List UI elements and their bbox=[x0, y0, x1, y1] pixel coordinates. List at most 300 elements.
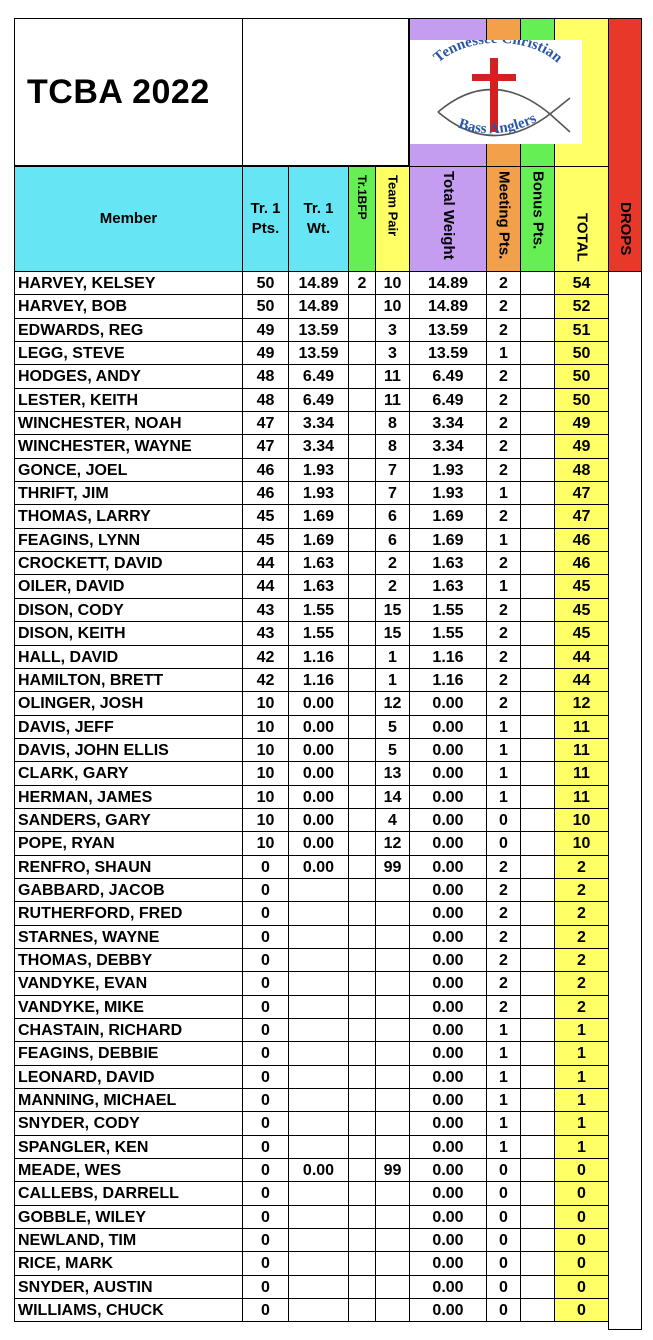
tr1-pts-cell: 0 bbox=[242, 972, 288, 995]
member-name-cell: RENFRO, SHAUN bbox=[14, 856, 242, 879]
meeting-pts-cell: 0 bbox=[486, 1299, 520, 1322]
total-weight-cell: 0.00 bbox=[409, 1159, 486, 1182]
bonus-pts-cell bbox=[520, 926, 554, 949]
tr1-wt-cell: 0.00 bbox=[288, 856, 348, 879]
bonus-pts-cell bbox=[520, 1252, 554, 1275]
tr1-pts-cell: 0 bbox=[242, 879, 288, 902]
bonus-pts-cell bbox=[520, 412, 554, 435]
table-row bbox=[14, 1019, 622, 1042]
bonus-pts-cell bbox=[520, 1182, 554, 1205]
tr1-pts-cell: 0 bbox=[242, 949, 288, 972]
tr1-bfp-cell bbox=[348, 552, 375, 575]
tr1-wt-cell bbox=[288, 1206, 348, 1229]
table-row bbox=[14, 1182, 622, 1205]
member-name-cell: CROCKETT, DAVID bbox=[14, 552, 242, 575]
member-name-cell: STARNES, WAYNE bbox=[14, 926, 242, 949]
tr1-bfp-cell bbox=[348, 1112, 375, 1135]
total-weight-cell: 3.34 bbox=[409, 435, 486, 458]
bonus-pts-cell bbox=[520, 879, 554, 902]
total-cell: 50 bbox=[554, 342, 608, 365]
tr1-pts-cell: 43 bbox=[242, 622, 288, 645]
total-cell: 11 bbox=[554, 739, 608, 762]
table-row bbox=[14, 646, 622, 669]
tr1-bfp-cell bbox=[348, 1299, 375, 1322]
meeting-pts-cell: 0 bbox=[486, 1276, 520, 1299]
tr1-bfp-cell bbox=[348, 762, 375, 785]
total-cell: 11 bbox=[554, 786, 608, 809]
team-pair-cell bbox=[375, 1136, 409, 1159]
team-pair-cell: 2 bbox=[375, 552, 409, 575]
header-tr1-bfp: Tr.1BFP bbox=[348, 166, 375, 272]
svg-text:Tennessee Christian bbox=[431, 40, 566, 67]
meeting-pts-cell: 0 bbox=[486, 1182, 520, 1205]
team-pair-cell bbox=[375, 1299, 409, 1322]
tr1-bfp-cell bbox=[348, 879, 375, 902]
total-cell: 2 bbox=[554, 972, 608, 995]
tr1-pts-cell: 0 bbox=[242, 1182, 288, 1205]
total-cell: 12 bbox=[554, 692, 608, 715]
total-weight-cell: 0.00 bbox=[409, 996, 486, 1019]
tr1-pts-cell: 0 bbox=[242, 1136, 288, 1159]
tr1-wt-cell: 0.00 bbox=[288, 1159, 348, 1182]
total-cell: 44 bbox=[554, 669, 608, 692]
total-weight-cell: 0.00 bbox=[409, 1042, 486, 1065]
tr1-bfp-cell bbox=[348, 435, 375, 458]
table-row bbox=[14, 459, 622, 482]
meeting-pts-cell: 0 bbox=[486, 832, 520, 855]
tr1-wt-cell bbox=[288, 1112, 348, 1135]
table-row bbox=[14, 482, 622, 505]
table-row bbox=[14, 1136, 622, 1159]
total-cell: 45 bbox=[554, 599, 608, 622]
club-logo bbox=[410, 40, 582, 144]
tr1-wt-cell bbox=[288, 1066, 348, 1089]
tr1-wt-cell: 1.93 bbox=[288, 459, 348, 482]
meeting-pts-cell: 1 bbox=[486, 1089, 520, 1112]
bonus-pts-cell bbox=[520, 319, 554, 342]
meeting-pts-cell: 0 bbox=[486, 1252, 520, 1275]
total-cell: 49 bbox=[554, 435, 608, 458]
member-name-cell: HAMILTON, BRETT bbox=[14, 669, 242, 692]
total-weight-cell: 0.00 bbox=[409, 809, 486, 832]
tr1-wt-cell: 0.00 bbox=[288, 739, 348, 762]
member-name-cell: WINCHESTER, NOAH bbox=[14, 412, 242, 435]
tr1-wt-cell: 0.00 bbox=[288, 762, 348, 785]
member-name-cell: GOBBLE, WILEY bbox=[14, 1206, 242, 1229]
header-tr1-pts: Tr. 1 Pts. bbox=[242, 166, 288, 272]
tr1-wt-cell bbox=[288, 972, 348, 995]
tr1-pts-cell: 10 bbox=[242, 739, 288, 762]
table-row bbox=[14, 1042, 622, 1065]
page-title: TCBA 2022 bbox=[27, 72, 210, 111]
tr1-pts-cell: 0 bbox=[242, 1206, 288, 1229]
meeting-pts-cell: 2 bbox=[486, 972, 520, 995]
tr1-wt-cell bbox=[288, 949, 348, 972]
member-name-cell: LEONARD, DAVID bbox=[14, 1066, 242, 1089]
total-cell: 2 bbox=[554, 856, 608, 879]
cross-fish-icon bbox=[410, 40, 582, 144]
total-cell: 2 bbox=[554, 902, 608, 925]
table-row bbox=[14, 926, 622, 949]
team-pair-cell bbox=[375, 926, 409, 949]
bonus-pts-cell bbox=[520, 459, 554, 482]
table-row bbox=[14, 786, 622, 809]
total-cell: 0 bbox=[554, 1276, 608, 1299]
team-pair-cell: 3 bbox=[375, 342, 409, 365]
table-row bbox=[14, 1112, 622, 1135]
tr1-bfp-cell bbox=[348, 622, 375, 645]
tr1-bfp-cell bbox=[348, 529, 375, 552]
member-name-cell: HALL, DAVID bbox=[14, 646, 242, 669]
meeting-pts-cell: 1 bbox=[486, 1136, 520, 1159]
bonus-pts-cell bbox=[520, 1066, 554, 1089]
team-pair-cell: 8 bbox=[375, 435, 409, 458]
team-pair-cell: 7 bbox=[375, 459, 409, 482]
table-row bbox=[14, 669, 622, 692]
total-weight-cell: 13.59 bbox=[409, 319, 486, 342]
table-row bbox=[14, 1089, 622, 1112]
bonus-pts-cell bbox=[520, 622, 554, 645]
tr1-pts-cell: 50 bbox=[242, 272, 288, 295]
bonus-pts-cell bbox=[520, 575, 554, 598]
tr1-wt-cell bbox=[288, 1299, 348, 1322]
tr1-pts-cell: 47 bbox=[242, 435, 288, 458]
table-row bbox=[14, 762, 622, 785]
tr1-bfp-cell bbox=[348, 482, 375, 505]
team-pair-cell bbox=[375, 996, 409, 1019]
tr1-bfp-cell bbox=[348, 365, 375, 388]
member-name-cell: OILER, DAVID bbox=[14, 575, 242, 598]
meeting-pts-cell: 1 bbox=[486, 482, 520, 505]
total-weight-cell: 1.16 bbox=[409, 669, 486, 692]
tr1-bfp-cell bbox=[348, 295, 375, 318]
tr1-bfp-cell bbox=[348, 1159, 375, 1182]
table-row bbox=[14, 879, 622, 902]
tr1-pts-cell: 48 bbox=[242, 365, 288, 388]
tr1-bfp-cell bbox=[348, 389, 375, 412]
bonus-pts-cell bbox=[520, 856, 554, 879]
table-row bbox=[14, 1159, 622, 1182]
table-row bbox=[14, 435, 622, 458]
member-name-cell: RUTHERFORD, FRED bbox=[14, 902, 242, 925]
member-name-cell: HERMAN, JAMES bbox=[14, 786, 242, 809]
bonus-pts-cell bbox=[520, 739, 554, 762]
team-pair-cell bbox=[375, 902, 409, 925]
total-weight-cell: 0.00 bbox=[409, 1182, 486, 1205]
total-weight-cell: 14.89 bbox=[409, 272, 486, 295]
tr1-wt-cell bbox=[288, 1182, 348, 1205]
table-row bbox=[14, 272, 622, 295]
team-pair-cell: 8 bbox=[375, 412, 409, 435]
member-name-cell: HARVEY, KELSEY bbox=[14, 272, 242, 295]
tr1-pts-cell: 0 bbox=[242, 1252, 288, 1275]
table-row bbox=[14, 389, 622, 412]
table-row bbox=[14, 365, 622, 388]
header-total: TOTAL bbox=[554, 166, 608, 272]
table-row bbox=[14, 1299, 622, 1322]
total-cell: 10 bbox=[554, 832, 608, 855]
team-pair-cell: 13 bbox=[375, 762, 409, 785]
member-name-cell: GABBARD, JACOB bbox=[14, 879, 242, 902]
total-cell: 51 bbox=[554, 319, 608, 342]
team-pair-cell: 12 bbox=[375, 692, 409, 715]
meeting-pts-cell: 2 bbox=[486, 412, 520, 435]
member-name-cell: FEAGINS, DEBBIE bbox=[14, 1042, 242, 1065]
total-cell: 0 bbox=[554, 1206, 608, 1229]
tr1-wt-cell bbox=[288, 1089, 348, 1112]
team-pair-cell bbox=[375, 1112, 409, 1135]
tr1-wt-cell: 0.00 bbox=[288, 832, 348, 855]
meeting-pts-cell: 2 bbox=[486, 902, 520, 925]
total-weight-cell: 1.63 bbox=[409, 575, 486, 598]
total-weight-cell: 0.00 bbox=[409, 1276, 486, 1299]
tr1-pts-cell: 44 bbox=[242, 575, 288, 598]
tr1-bfp-cell bbox=[348, 1019, 375, 1042]
meeting-pts-cell: 2 bbox=[486, 856, 520, 879]
total-weight-cell: 6.49 bbox=[409, 389, 486, 412]
bonus-pts-cell bbox=[520, 949, 554, 972]
team-pair-cell bbox=[375, 1089, 409, 1112]
total-weight-cell: 0.00 bbox=[409, 1229, 486, 1252]
team-pair-cell: 5 bbox=[375, 739, 409, 762]
total-weight-cell: 1.69 bbox=[409, 529, 486, 552]
bonus-pts-cell bbox=[520, 482, 554, 505]
tr1-bfp-cell bbox=[348, 996, 375, 1019]
bonus-pts-cell bbox=[520, 529, 554, 552]
bonus-pts-cell bbox=[520, 295, 554, 318]
tr1-bfp-cell bbox=[348, 1276, 375, 1299]
total-cell: 2 bbox=[554, 996, 608, 1019]
tr1-wt-cell bbox=[288, 1042, 348, 1065]
tr1-bfp-cell bbox=[348, 646, 375, 669]
team-pair-cell bbox=[375, 1252, 409, 1275]
tr1-wt-cell bbox=[288, 1229, 348, 1252]
tr1-bfp-cell bbox=[348, 786, 375, 809]
team-pair-cell bbox=[375, 949, 409, 972]
total-weight-cell: 1.93 bbox=[409, 482, 486, 505]
team-pair-cell bbox=[375, 1019, 409, 1042]
total-cell: 44 bbox=[554, 646, 608, 669]
tr1-bfp-cell bbox=[348, 575, 375, 598]
meeting-pts-cell: 1 bbox=[486, 762, 520, 785]
bonus-pts-cell bbox=[520, 646, 554, 669]
table-row bbox=[14, 599, 622, 622]
tr1-pts-cell: 0 bbox=[242, 996, 288, 1019]
bonus-pts-cell bbox=[520, 1206, 554, 1229]
total-weight-cell: 0.00 bbox=[409, 692, 486, 715]
total-cell: 46 bbox=[554, 529, 608, 552]
strip-drops bbox=[608, 18, 642, 166]
meeting-pts-cell: 2 bbox=[486, 505, 520, 528]
tr1-pts-cell: 42 bbox=[242, 646, 288, 669]
total-cell: 1 bbox=[554, 1112, 608, 1135]
meeting-pts-cell: 2 bbox=[486, 272, 520, 295]
total-weight-cell: 13.59 bbox=[409, 342, 486, 365]
bonus-pts-cell bbox=[520, 1159, 554, 1182]
bonus-pts-cell bbox=[520, 552, 554, 575]
member-name-cell: CHASTAIN, RICHARD bbox=[14, 1019, 242, 1042]
meeting-pts-cell: 1 bbox=[486, 575, 520, 598]
tr1-bfp-cell bbox=[348, 459, 375, 482]
team-pair-cell: 4 bbox=[375, 809, 409, 832]
title-cell bbox=[14, 18, 242, 166]
tr1-bfp-cell bbox=[348, 739, 375, 762]
tr1-bfp-cell bbox=[348, 1042, 375, 1065]
member-name-cell: MEADE, WES bbox=[14, 1159, 242, 1182]
team-pair-cell: 6 bbox=[375, 505, 409, 528]
team-pair-cell: 5 bbox=[375, 716, 409, 739]
bonus-pts-cell bbox=[520, 505, 554, 528]
tr1-bfp-cell bbox=[348, 1206, 375, 1229]
tr1-wt-cell: 13.59 bbox=[288, 342, 348, 365]
meeting-pts-cell: 2 bbox=[486, 949, 520, 972]
meeting-pts-cell: 2 bbox=[486, 295, 520, 318]
tr1-bfp-cell bbox=[348, 599, 375, 622]
meeting-pts-cell: 2 bbox=[486, 435, 520, 458]
table-row bbox=[14, 1206, 622, 1229]
tr1-bfp-cell bbox=[348, 716, 375, 739]
tr1-bfp-cell bbox=[348, 319, 375, 342]
total-cell: 0 bbox=[554, 1159, 608, 1182]
tr1-wt-cell: 1.63 bbox=[288, 575, 348, 598]
bonus-pts-cell bbox=[520, 1299, 554, 1322]
tr1-pts-cell: 10 bbox=[242, 692, 288, 715]
total-weight-cell: 0.00 bbox=[409, 786, 486, 809]
tr1-pts-cell: 0 bbox=[242, 1159, 288, 1182]
member-name-cell: HARVEY, BOB bbox=[14, 295, 242, 318]
member-name-cell: OLINGER, JOSH bbox=[14, 692, 242, 715]
bonus-pts-cell bbox=[520, 832, 554, 855]
tr1-pts-cell: 0 bbox=[242, 1229, 288, 1252]
table-row bbox=[14, 832, 622, 855]
table-row bbox=[14, 1276, 622, 1299]
blank-header-cell bbox=[242, 18, 409, 166]
total-cell: 50 bbox=[554, 389, 608, 412]
table-row bbox=[14, 319, 622, 342]
team-pair-cell: 11 bbox=[375, 389, 409, 412]
tr1-wt-cell: 3.34 bbox=[288, 435, 348, 458]
tr1-wt-cell bbox=[288, 1019, 348, 1042]
bonus-pts-cell bbox=[520, 272, 554, 295]
total-cell: 54 bbox=[554, 272, 608, 295]
total-cell: 0 bbox=[554, 1182, 608, 1205]
bonus-pts-cell bbox=[520, 389, 554, 412]
meeting-pts-cell: 1 bbox=[486, 786, 520, 809]
table-row bbox=[14, 739, 622, 762]
total-cell: 0 bbox=[554, 1229, 608, 1252]
total-cell: 10 bbox=[554, 809, 608, 832]
team-pair-cell: 12 bbox=[375, 832, 409, 855]
meeting-pts-cell: 2 bbox=[486, 389, 520, 412]
total-weight-cell: 0.00 bbox=[409, 1019, 486, 1042]
bonus-pts-cell bbox=[520, 1229, 554, 1252]
team-pair-cell: 7 bbox=[375, 482, 409, 505]
member-name-cell: SANDERS, GARY bbox=[14, 809, 242, 832]
meeting-pts-cell: 1 bbox=[486, 342, 520, 365]
total-weight-cell: 14.89 bbox=[409, 295, 486, 318]
tr1-wt-cell: 1.55 bbox=[288, 599, 348, 622]
total-cell: 0 bbox=[554, 1299, 608, 1322]
total-cell: 2 bbox=[554, 949, 608, 972]
total-weight-cell: 1.55 bbox=[409, 599, 486, 622]
tr1-bfp-cell bbox=[348, 832, 375, 855]
bonus-pts-cell bbox=[520, 669, 554, 692]
tr1-bfp-cell bbox=[348, 692, 375, 715]
bonus-pts-cell bbox=[520, 1276, 554, 1299]
member-name-cell: VANDYKE, EVAN bbox=[14, 972, 242, 995]
team-pair-cell: 11 bbox=[375, 365, 409, 388]
bonus-pts-cell bbox=[520, 762, 554, 785]
total-weight-cell: 3.34 bbox=[409, 412, 486, 435]
tr1-wt-cell: 14.89 bbox=[288, 295, 348, 318]
tr1-wt-cell: 13.59 bbox=[288, 319, 348, 342]
tr1-pts-cell: 48 bbox=[242, 389, 288, 412]
tr1-wt-cell: 0.00 bbox=[288, 716, 348, 739]
table-row bbox=[14, 1066, 622, 1089]
tr1-bfp-cell bbox=[348, 1136, 375, 1159]
total-cell: 0 bbox=[554, 1252, 608, 1275]
total-cell: 49 bbox=[554, 412, 608, 435]
bonus-pts-cell bbox=[520, 1112, 554, 1135]
table-row bbox=[14, 692, 622, 715]
bonus-pts-cell bbox=[520, 809, 554, 832]
team-pair-cell bbox=[375, 879, 409, 902]
total-cell: 50 bbox=[554, 365, 608, 388]
table-row bbox=[14, 342, 622, 365]
tr1-pts-cell: 0 bbox=[242, 1066, 288, 1089]
tr1-bfp-cell: 2 bbox=[348, 272, 375, 295]
tr1-bfp-cell bbox=[348, 809, 375, 832]
bonus-pts-cell bbox=[520, 599, 554, 622]
table-row bbox=[14, 552, 622, 575]
meeting-pts-cell: 1 bbox=[486, 1112, 520, 1135]
tr1-pts-cell: 0 bbox=[242, 926, 288, 949]
team-pair-cell: 6 bbox=[375, 529, 409, 552]
team-pair-cell: 1 bbox=[375, 646, 409, 669]
team-pair-cell: 10 bbox=[375, 272, 409, 295]
team-pair-cell: 14 bbox=[375, 786, 409, 809]
member-name-cell: HODGES, ANDY bbox=[14, 365, 242, 388]
logo-top-text: Tenness hristian bbox=[430, 40, 566, 67]
tr1-bfp-cell bbox=[348, 1229, 375, 1252]
header-member: Member bbox=[14, 166, 242, 272]
tr1-pts-cell: 10 bbox=[242, 786, 288, 809]
team-pair-cell: 15 bbox=[375, 599, 409, 622]
table-row bbox=[14, 1252, 622, 1275]
member-name-cell: VANDYKE, MIKE bbox=[14, 996, 242, 1019]
header-drops: DROPS bbox=[608, 166, 642, 272]
table-row bbox=[14, 856, 622, 879]
tr1-wt-cell: 14.89 bbox=[288, 272, 348, 295]
total-weight-cell: 0.00 bbox=[409, 1089, 486, 1112]
tr1-wt-cell: 3.34 bbox=[288, 412, 348, 435]
tr1-wt-cell: 0.00 bbox=[288, 786, 348, 809]
table-row bbox=[14, 622, 622, 645]
bonus-pts-cell bbox=[520, 972, 554, 995]
total-weight-cell: 0.00 bbox=[409, 832, 486, 855]
member-name-cell: LESTER, KEITH bbox=[14, 389, 242, 412]
table-row bbox=[14, 412, 622, 435]
tr1-pts-cell: 49 bbox=[242, 319, 288, 342]
tr1-pts-cell: 0 bbox=[242, 1042, 288, 1065]
team-pair-cell: 99 bbox=[375, 1159, 409, 1182]
member-name-cell: FEAGINS, LYNN bbox=[14, 529, 242, 552]
total-weight-cell: 0.00 bbox=[409, 762, 486, 785]
tr1-wt-cell: 0.00 bbox=[288, 809, 348, 832]
table-row bbox=[14, 902, 622, 925]
team-pair-cell bbox=[375, 1182, 409, 1205]
team-pair-cell: 10 bbox=[375, 295, 409, 318]
